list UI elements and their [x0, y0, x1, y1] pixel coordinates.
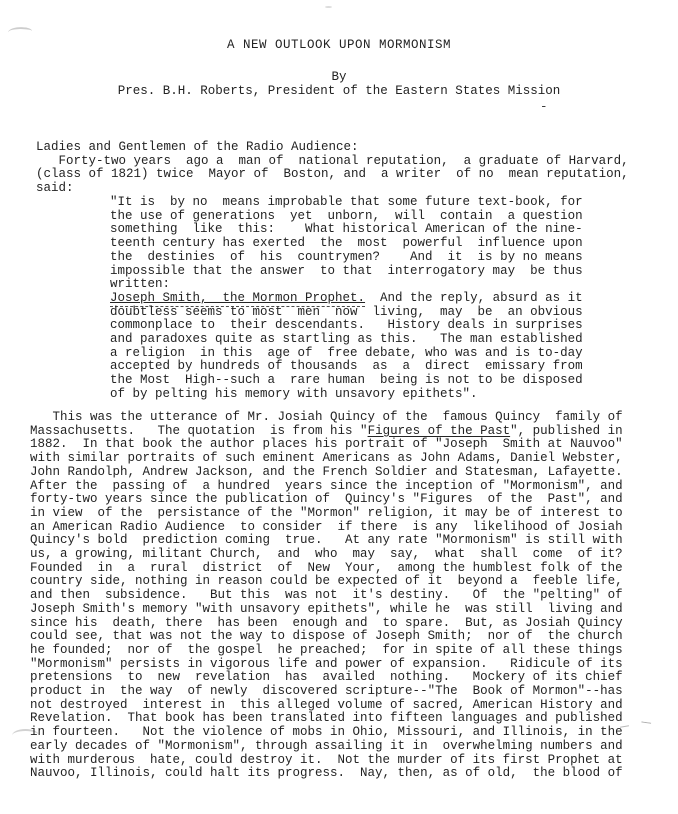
- text-line: with murderous hate, could destroy it. Not the murder of its first Prophet at: [30, 752, 623, 767]
- text-segment: ", published in: [510, 423, 623, 438]
- scan-artifact-squiggle: [8, 27, 32, 34]
- text-line: "It is by no means improbable that some future text-book, for: [110, 195, 583, 209]
- text-line: [30, 425, 623, 439]
- text-line: the destinies of his countrymen? And it is by no means: [110, 249, 583, 264]
- block-quote: [110, 196, 583, 402]
- text-segment: Massachusetts. The quotation is from his ": [30, 423, 368, 438]
- text-line: of by pelting his memory with unsavory epithets".: [110, 386, 478, 401]
- text-line: doubtless seems to most men now living, may be an obvious: [110, 304, 583, 319]
- text-line: said:: [36, 181, 74, 196]
- text-line: commonplace to their descendants. History deals in surprises: [110, 318, 583, 333]
- text-line: accepted by hundreds of thousands as a direct emissary from: [110, 359, 583, 374]
- text-line: This was the utterance of Mr. Josiah Quincy of the famous Quincy family of: [30, 410, 623, 424]
- text-line: forty-two years since the publication of Quincy's "Figures of the Past", and: [30, 492, 623, 507]
- text-line: something like this: What historical American of the nine-: [110, 222, 583, 237]
- stray-dash-mark: -: [540, 100, 548, 114]
- text-line: he founded; nor of the gospel he preached; for in spite of all these things: [30, 642, 623, 657]
- text-line: After the passing of a hundred years since the inception of "Mormonism", and: [30, 478, 623, 493]
- document-title: A NEW OUTLOOK UPON MORMONISM: [226, 38, 452, 52]
- byline-by: By: [331, 70, 347, 84]
- text-line: Nauvoo, Illinois, could halt its progress. Nay, then, as of old, the blood of: [30, 766, 623, 781]
- text-line: Quincy's bold prediction coming true. At any rate "Mormonism" is still with: [30, 533, 623, 548]
- text-line: Ladies and Gentlemen of the Radio Audience:: [36, 140, 359, 154]
- salutation-paragraph: [36, 141, 629, 196]
- text-line: country side, nothing in reason could be expected of it beyond a feeble life,: [30, 574, 623, 589]
- main-paragraph: [30, 411, 623, 781]
- text-line: 1882. In that book the author places his portrait of "Joseph Smith at Nauvoo": [30, 437, 623, 452]
- underlined-phrase: Joseph Smith, the Mormon Prophet.: [110, 290, 366, 305]
- text-line: and then subsidence. But this was not it's destiny. Of the "pelting" of: [30, 588, 623, 603]
- text-line: John Randolph, Andrew Jackson, and the French Soldier and Statesman, Lafayette.: [30, 464, 623, 479]
- scan-artifact-speck: [325, 6, 332, 8]
- text-line: in view of the persistance of the "Mormon" religion, it may be of interest to: [30, 505, 623, 520]
- text-line: an American Radio Audience to consider if there is any likelihood of Josiah: [30, 519, 623, 534]
- text-line: with similar portraits of such eminent Americans as John Adams, Daniel Webster,: [30, 451, 623, 466]
- text-line: the Most High--such a rare human being is not to be disposed: [110, 373, 583, 388]
- text-line: a religion in this age of free debate, who was and is to-day: [110, 345, 583, 360]
- text-line: impossible that the answer to that interrogatory may be thus: [110, 263, 583, 278]
- text-segment: And the reply, absurd as it: [365, 290, 583, 305]
- text-line: Revelation. That book has been translated into fifteen languages and published: [30, 711, 623, 726]
- byline-author: Pres. B.H. Roberts, President of the Eastern States Mission: [117, 84, 561, 98]
- text-line: could see, that was not the way to dispose of Joseph Smith; nor of the church: [30, 629, 623, 644]
- underlined-phrase: Figures of the Past: [367, 423, 511, 438]
- text-line: early decades of "Mormonism", through assailing it in overwhelming numbers and: [30, 738, 623, 753]
- text-line: product in the way of newly discovered scripture--"The Book of Mormon"--has: [30, 684, 623, 699]
- text-line: written:: [110, 277, 171, 292]
- text-line: pretensions to new revelation has availed nothing. Mockery of its chief: [30, 670, 623, 685]
- text-line: [110, 292, 583, 306]
- text-line: Joseph Smith's memory "with unsavory epithets", while he was still living and: [30, 601, 623, 616]
- text-line: us, a growing, militant Church, and who may say, what shall come of it?: [30, 547, 623, 562]
- text-line: in fourteen. Not the violence of mobs in Ohio, Missouri, and Illinois, in the: [30, 725, 623, 740]
- text-line: Founded in a rural district of New Your, among the humblest folk of the: [30, 560, 623, 575]
- text-line: not destroyed interest in this alleged volume of sacred, American History and: [30, 697, 623, 712]
- text-line: (class of 1821) twice Mayor of Boston, and a writer of no mean reputation,: [36, 167, 629, 182]
- text-line: teenth century has exerted the most powerful influence upon: [110, 236, 583, 251]
- text-line: since his death, there has been enough and to spare. But, as Josiah Quincy: [30, 615, 623, 630]
- scan-artifact-tilde: [641, 721, 652, 727]
- text-line: and paradoxes quite as startling as this. The man established: [110, 332, 583, 347]
- text-line: "Mormonism" persists in vigorous life and power of expansion. Ridicule of its: [30, 656, 623, 671]
- text-line: Forty-two years ago a man of national reputation, a graduate of Harvard,: [36, 153, 629, 168]
- text-line: the use of generations yet unborn, will contain a question: [110, 208, 583, 223]
